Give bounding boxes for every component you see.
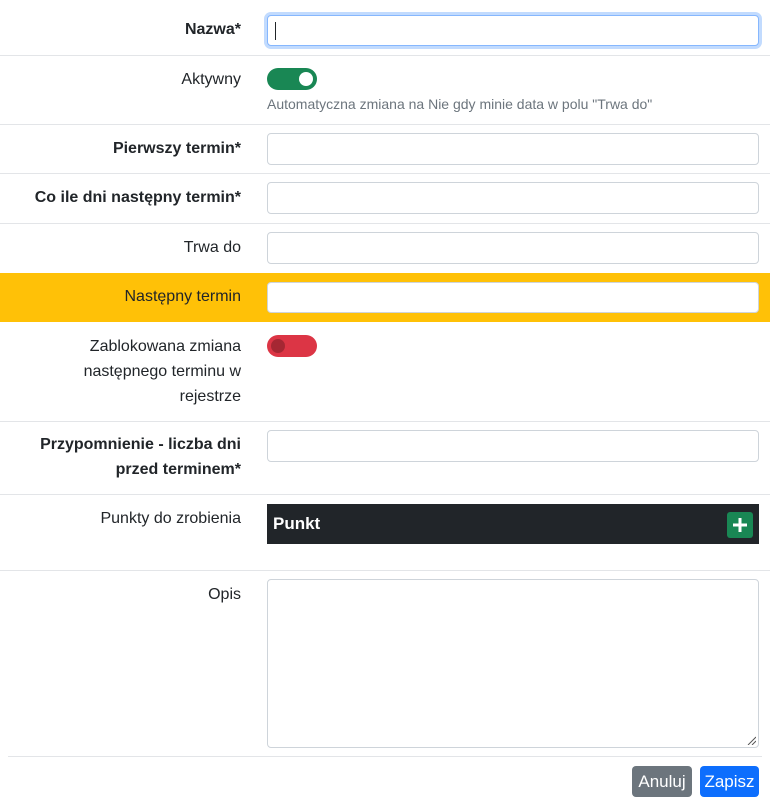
toggle-knob	[271, 339, 285, 353]
save-button[interactable]: Zapisz	[700, 766, 759, 797]
row-divider	[0, 55, 770, 56]
row-divider	[0, 173, 770, 174]
aktywny-toggle[interactable]	[267, 68, 317, 90]
punkt-column-header: Punkt	[273, 514, 321, 533]
opis-label: Opis	[208, 586, 241, 603]
przypomnienie-label-line: Przypomnienie - liczba dni	[40, 436, 241, 453]
row-divider	[0, 223, 770, 224]
zablokowana-toggle[interactable]	[267, 335, 317, 357]
cancel-button[interactable]: Anuluj	[632, 766, 692, 797]
row-divider	[0, 124, 770, 125]
przypomnienie-label-line: przed terminem*	[115, 461, 241, 478]
aktywny-help-text: Automatyczna zmiana na Nie gdy minie data w polu "Trwa do"	[267, 96, 653, 112]
pierwszy-termin-input[interactable]	[267, 133, 759, 165]
pierwszy-termin-label: Pierwszy termin*	[112, 140, 241, 157]
resize-handle-icon[interactable]	[746, 735, 756, 745]
nastepny-termin-input[interactable]	[267, 282, 759, 313]
nastepny-termin-label: Następny termin	[124, 288, 241, 305]
add-punkt-button[interactable]	[727, 512, 753, 538]
punkty-label: Punkty do zrobienia	[100, 510, 241, 527]
opis-textarea[interactable]	[267, 579, 759, 748]
toggle-knob	[299, 72, 313, 86]
nazwa-label: Nazwa*	[184, 21, 241, 38]
row-divider	[0, 570, 770, 571]
co-ile-dni-label: Co ile dni następny termin*	[34, 189, 241, 206]
nazwa-input[interactable]	[267, 15, 759, 46]
przypomnienie-label	[40, 432, 241, 482]
footer-divider	[8, 756, 762, 757]
przypomnienie-input[interactable]	[267, 430, 759, 462]
text-caret	[275, 22, 276, 40]
zablokowana-label-line: Zablokowana zmiana	[89, 338, 241, 355]
zablokowana-label-line: następnego terminu w	[83, 363, 241, 380]
zablokowana-label-line: rejestrze	[179, 388, 241, 405]
row-divider	[0, 494, 770, 495]
zablokowana-label	[84, 334, 241, 409]
row-divider	[0, 421, 770, 422]
punkty-table-header	[267, 504, 759, 544]
aktywny-label: Aktywny	[181, 71, 241, 88]
plus-icon	[727, 512, 753, 538]
trwa-do-label: Trwa do	[183, 239, 241, 256]
co-ile-dni-input[interactable]	[267, 182, 759, 214]
trwa-do-input[interactable]	[267, 232, 759, 264]
